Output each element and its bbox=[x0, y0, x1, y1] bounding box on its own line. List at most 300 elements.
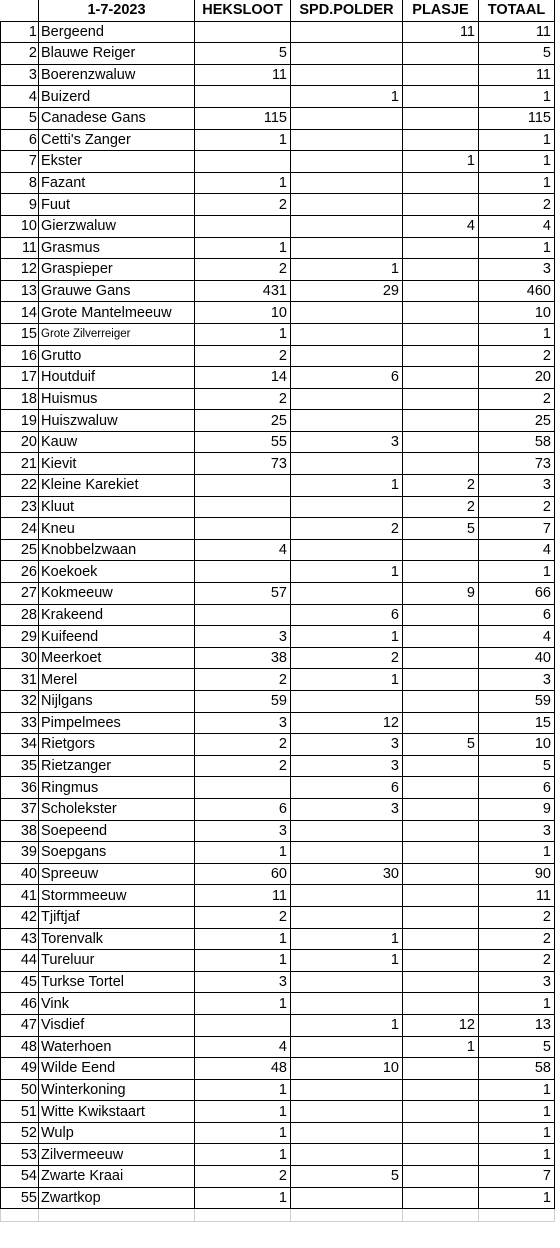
plasje-count-cell bbox=[403, 971, 479, 993]
totaal-count-cell: 6 bbox=[479, 604, 555, 626]
row-number-cell: 4 bbox=[1, 86, 39, 108]
row-number-cell: 6 bbox=[1, 129, 39, 151]
table-row bbox=[1, 1144, 555, 1166]
hekssloot-count-cell: 1 bbox=[195, 993, 291, 1015]
row-number-cell: 2 bbox=[1, 43, 39, 65]
species-name-cell: Wulp bbox=[39, 1122, 195, 1144]
table-row bbox=[1, 1079, 555, 1101]
totaal-count-cell: 115 bbox=[479, 107, 555, 129]
totaal-count-cell: 2 bbox=[479, 496, 555, 518]
spd-polder-count-cell bbox=[291, 64, 403, 86]
row-number-cell: 50 bbox=[1, 1079, 39, 1101]
row-number-cell: 1 bbox=[1, 21, 39, 43]
hekssloot-count-cell: 10 bbox=[195, 302, 291, 324]
totaal-count-cell: 59 bbox=[479, 691, 555, 713]
plasje-count-cell bbox=[403, 1079, 479, 1101]
row-number-cell: 25 bbox=[1, 539, 39, 561]
row-number-cell: 7 bbox=[1, 151, 39, 173]
totaal-count-cell: 1 bbox=[479, 842, 555, 864]
table-row bbox=[1, 237, 555, 259]
plasje-count-cell bbox=[403, 194, 479, 216]
row-number-cell: 21 bbox=[1, 453, 39, 475]
totaal-count-cell: 2 bbox=[479, 345, 555, 367]
empty-row bbox=[1, 1209, 555, 1222]
hekssloot-count-cell bbox=[195, 496, 291, 518]
hekssloot-count-cell: 2 bbox=[195, 734, 291, 756]
hekssloot-count-cell: 1 bbox=[195, 928, 291, 950]
species-name-cell: Stormmeeuw bbox=[39, 885, 195, 907]
spd-polder-count-cell: 1 bbox=[291, 561, 403, 583]
hekssloot-count-cell: 115 bbox=[195, 107, 291, 129]
hekssloot-count-cell: 2 bbox=[195, 388, 291, 410]
hekssloot-count-cell bbox=[195, 518, 291, 540]
species-name-cell: Blauwe Reiger bbox=[39, 43, 195, 65]
totaal-count-cell: 58 bbox=[479, 431, 555, 453]
row-number-cell: 42 bbox=[1, 906, 39, 928]
totaal-count-cell: 1 bbox=[479, 237, 555, 259]
row-number-cell: 48 bbox=[1, 1036, 39, 1058]
spd-polder-count-cell bbox=[291, 129, 403, 151]
hekssloot-count-cell: 1 bbox=[195, 950, 291, 972]
plasje-count-cell bbox=[403, 172, 479, 194]
table-row bbox=[1, 993, 555, 1015]
table-row bbox=[1, 1058, 555, 1080]
hekssloot-count-cell: 14 bbox=[195, 367, 291, 389]
spd-polder-count-cell bbox=[291, 691, 403, 713]
species-name-cell: Pimpelmees bbox=[39, 712, 195, 734]
row-number-cell: 36 bbox=[1, 777, 39, 799]
row-number-cell: 29 bbox=[1, 626, 39, 648]
table-row bbox=[1, 107, 555, 129]
row-number-cell: 46 bbox=[1, 993, 39, 1015]
table-row bbox=[1, 1122, 555, 1144]
table-row bbox=[1, 64, 555, 86]
spd-polder-count-cell bbox=[291, 453, 403, 475]
species-name-cell: Vink bbox=[39, 993, 195, 1015]
species-name-cell: Rietgors bbox=[39, 734, 195, 756]
hekssloot-count-cell bbox=[195, 21, 291, 43]
plasje-count-cell bbox=[403, 777, 479, 799]
table-row bbox=[1, 971, 555, 993]
empty-cell bbox=[403, 1209, 479, 1222]
index-header-cell bbox=[1, 0, 39, 21]
plasje-count-cell bbox=[403, 107, 479, 129]
spd-polder-count-cell bbox=[291, 194, 403, 216]
hekssloot-count-cell: 1 bbox=[195, 1079, 291, 1101]
row-number-cell: 28 bbox=[1, 604, 39, 626]
species-name-cell: Grasmus bbox=[39, 237, 195, 259]
totaal-count-cell: 3 bbox=[479, 669, 555, 691]
species-name-cell: Torenvalk bbox=[39, 928, 195, 950]
totaal-count-cell: 3 bbox=[479, 259, 555, 281]
hekssloot-count-cell: 1 bbox=[195, 1122, 291, 1144]
table-row bbox=[1, 1036, 555, 1058]
species-name-cell: Rietzanger bbox=[39, 755, 195, 777]
plasje-count-cell: 5 bbox=[403, 518, 479, 540]
totaal-count-cell: 15 bbox=[479, 712, 555, 734]
hekssloot-count-cell: 1 bbox=[195, 1101, 291, 1123]
totaal-count-cell: 2 bbox=[479, 194, 555, 216]
totaal-count-cell: 1 bbox=[479, 172, 555, 194]
species-name-cell: Grote Zilverreiger bbox=[39, 323, 195, 345]
species-name-cell: Nijlgans bbox=[39, 691, 195, 713]
plasje-count-cell bbox=[403, 647, 479, 669]
spd-polder-count-cell bbox=[291, 993, 403, 1015]
row-number-cell: 45 bbox=[1, 971, 39, 993]
hekssloot-count-cell: 11 bbox=[195, 885, 291, 907]
table-row bbox=[1, 863, 555, 885]
totaal-count-cell: 9 bbox=[479, 798, 555, 820]
spd-polder-count-cell bbox=[291, 971, 403, 993]
hekssloot-count-cell: 2 bbox=[195, 755, 291, 777]
row-number-cell: 26 bbox=[1, 561, 39, 583]
table-row bbox=[1, 475, 555, 497]
row-number-cell: 5 bbox=[1, 107, 39, 129]
table-row bbox=[1, 647, 555, 669]
table-row bbox=[1, 1014, 555, 1036]
table-row bbox=[1, 885, 555, 907]
row-number-cell: 27 bbox=[1, 583, 39, 605]
plasje-count-cell bbox=[403, 129, 479, 151]
hekssloot-count-cell bbox=[195, 604, 291, 626]
plasje-count-cell: 1 bbox=[403, 151, 479, 173]
plasje-count-cell bbox=[403, 604, 479, 626]
table-row bbox=[1, 259, 555, 281]
plasje-count-cell bbox=[403, 1187, 479, 1209]
species-name-cell: Kauw bbox=[39, 431, 195, 453]
totaal-count-cell: 1 bbox=[479, 1101, 555, 1123]
totaal-header: TOTAAL bbox=[479, 0, 555, 21]
plasje-count-cell bbox=[403, 237, 479, 259]
plasje-count-cell bbox=[403, 1144, 479, 1166]
hekssloot-count-cell: 3 bbox=[195, 712, 291, 734]
spd-polder-count-cell: 1 bbox=[291, 669, 403, 691]
spd-polder-count-cell bbox=[291, 1036, 403, 1058]
spd-polder-count-cell bbox=[291, 539, 403, 561]
row-number-cell: 15 bbox=[1, 323, 39, 345]
plasje-count-cell bbox=[403, 388, 479, 410]
totaal-count-cell: 58 bbox=[479, 1058, 555, 1080]
totaal-count-cell: 2 bbox=[479, 950, 555, 972]
row-number-cell: 47 bbox=[1, 1014, 39, 1036]
row-number-cell: 32 bbox=[1, 691, 39, 713]
totaal-count-cell: 66 bbox=[479, 583, 555, 605]
totaal-count-cell: 90 bbox=[479, 863, 555, 885]
spd-polder-count-cell bbox=[291, 172, 403, 194]
species-name-cell: Visdief bbox=[39, 1014, 195, 1036]
row-number-cell: 35 bbox=[1, 755, 39, 777]
plasje-count-cell: 4 bbox=[403, 215, 479, 237]
table-row bbox=[1, 496, 555, 518]
spd-polder-count-cell: 1 bbox=[291, 950, 403, 972]
spd-polder-count-cell: 1 bbox=[291, 1014, 403, 1036]
table-row bbox=[1, 453, 555, 475]
plasje-count-cell bbox=[403, 842, 479, 864]
spd-polder-count-cell: 3 bbox=[291, 798, 403, 820]
hekssloot-count-cell: 1 bbox=[195, 323, 291, 345]
row-number-cell: 39 bbox=[1, 842, 39, 864]
totaal-count-cell: 7 bbox=[479, 518, 555, 540]
totaal-count-cell: 1 bbox=[479, 1079, 555, 1101]
hekssloot-count-cell: 2 bbox=[195, 345, 291, 367]
spd-polder-count-cell bbox=[291, 43, 403, 65]
species-name-cell: Zilvermeeuw bbox=[39, 1144, 195, 1166]
row-number-cell: 31 bbox=[1, 669, 39, 691]
table-row bbox=[1, 431, 555, 453]
species-name-cell: Knobbelzwaan bbox=[39, 539, 195, 561]
species-name-cell: Soepeend bbox=[39, 820, 195, 842]
spd-polder-count-cell bbox=[291, 842, 403, 864]
table-row bbox=[1, 86, 555, 108]
totaal-count-cell: 40 bbox=[479, 647, 555, 669]
totaal-count-cell: 25 bbox=[479, 410, 555, 432]
hekssloot-count-cell bbox=[195, 777, 291, 799]
totaal-count-cell: 13 bbox=[479, 1014, 555, 1036]
spd-polder-count-cell: 3 bbox=[291, 755, 403, 777]
hekssloot-count-cell: 431 bbox=[195, 280, 291, 302]
row-number-cell: 11 bbox=[1, 237, 39, 259]
hekssloot-count-cell: 4 bbox=[195, 1036, 291, 1058]
species-name-cell: Bergeend bbox=[39, 21, 195, 43]
species-name-cell: Cetti's Zanger bbox=[39, 129, 195, 151]
hekssloot-count-cell: 2 bbox=[195, 194, 291, 216]
hekssloot-count-cell: 38 bbox=[195, 647, 291, 669]
row-number-cell: 24 bbox=[1, 518, 39, 540]
table-row bbox=[1, 172, 555, 194]
hekssloot-count-cell bbox=[195, 475, 291, 497]
plasje-count-cell bbox=[403, 755, 479, 777]
row-number-cell: 44 bbox=[1, 950, 39, 972]
totaal-count-cell: 11 bbox=[479, 21, 555, 43]
hekssloot-count-cell: 1 bbox=[195, 842, 291, 864]
plasje-count-cell bbox=[403, 453, 479, 475]
table-row bbox=[1, 734, 555, 756]
species-name-cell: Spreeuw bbox=[39, 863, 195, 885]
species-name-cell: Gierzwaluw bbox=[39, 215, 195, 237]
plasje-count-cell bbox=[403, 993, 479, 1015]
hekssloot-count-cell: 25 bbox=[195, 410, 291, 432]
species-name-cell: Fuut bbox=[39, 194, 195, 216]
row-number-cell: 14 bbox=[1, 302, 39, 324]
plasje-count-cell bbox=[403, 906, 479, 928]
species-name-cell: Houtduif bbox=[39, 367, 195, 389]
totaal-count-cell: 20 bbox=[479, 367, 555, 389]
plasje-count-cell bbox=[403, 1122, 479, 1144]
totaal-count-cell: 460 bbox=[479, 280, 555, 302]
hekssloot-count-cell: 2 bbox=[195, 669, 291, 691]
table-row bbox=[1, 712, 555, 734]
plasje-count-cell bbox=[403, 863, 479, 885]
row-number-cell: 37 bbox=[1, 798, 39, 820]
spd-polder-count-cell bbox=[291, 151, 403, 173]
spd-polder-count-cell: 2 bbox=[291, 647, 403, 669]
row-number-cell: 41 bbox=[1, 885, 39, 907]
species-name-cell: Waterhoen bbox=[39, 1036, 195, 1058]
table-row bbox=[1, 194, 555, 216]
species-name-cell: Grauwe Gans bbox=[39, 280, 195, 302]
hekssloot-count-cell: 2 bbox=[195, 1166, 291, 1188]
species-name-cell: Kleine Karekiet bbox=[39, 475, 195, 497]
totaal-count-cell: 2 bbox=[479, 388, 555, 410]
spd-polder-count-cell: 10 bbox=[291, 1058, 403, 1080]
hekssloot-count-cell: 2 bbox=[195, 259, 291, 281]
plasje-count-cell bbox=[403, 798, 479, 820]
row-number-cell: 9 bbox=[1, 194, 39, 216]
table-row bbox=[1, 1101, 555, 1123]
plasje-count-cell bbox=[403, 669, 479, 691]
row-number-cell: 52 bbox=[1, 1122, 39, 1144]
hekssloot-count-cell: 1 bbox=[195, 172, 291, 194]
table-row bbox=[1, 755, 555, 777]
totaal-count-cell: 73 bbox=[479, 453, 555, 475]
hekssloot-count-cell bbox=[195, 561, 291, 583]
row-number-cell: 10 bbox=[1, 215, 39, 237]
hekssloot-count-cell bbox=[195, 215, 291, 237]
plasje-count-cell bbox=[403, 1166, 479, 1188]
totaal-count-cell: 2 bbox=[479, 906, 555, 928]
table-row bbox=[1, 151, 555, 173]
hekssloot-count-cell: 11 bbox=[195, 64, 291, 86]
row-number-cell: 54 bbox=[1, 1166, 39, 1188]
table-row bbox=[1, 906, 555, 928]
row-number-cell: 51 bbox=[1, 1101, 39, 1123]
empty-cell bbox=[195, 1209, 291, 1222]
totaal-count-cell: 10 bbox=[479, 734, 555, 756]
hekssloot-count-cell: 3 bbox=[195, 971, 291, 993]
row-number-cell: 43 bbox=[1, 928, 39, 950]
spd-polder-count-cell: 6 bbox=[291, 777, 403, 799]
spd-polder-count-cell bbox=[291, 237, 403, 259]
spd-polder-count-cell bbox=[291, 496, 403, 518]
species-name-cell: Ekster bbox=[39, 151, 195, 173]
plasje-count-cell bbox=[403, 64, 479, 86]
spd-polder-count-cell bbox=[291, 885, 403, 907]
table-row bbox=[1, 280, 555, 302]
row-number-cell: 13 bbox=[1, 280, 39, 302]
totaal-count-cell: 1 bbox=[479, 561, 555, 583]
table-row bbox=[1, 410, 555, 432]
table-row bbox=[1, 669, 555, 691]
table-row bbox=[1, 842, 555, 864]
plasje-count-cell: 9 bbox=[403, 583, 479, 605]
totaal-count-cell: 1 bbox=[479, 151, 555, 173]
table-row bbox=[1, 345, 555, 367]
table-row bbox=[1, 1166, 555, 1188]
spd-polder-count-cell bbox=[291, 302, 403, 324]
totaal-count-cell: 2 bbox=[479, 928, 555, 950]
hekssloot-count-cell: 57 bbox=[195, 583, 291, 605]
species-name-cell: Fazant bbox=[39, 172, 195, 194]
spd-polder-count-cell bbox=[291, 323, 403, 345]
table-row bbox=[1, 367, 555, 389]
totaal-count-cell: 1 bbox=[479, 323, 555, 345]
plasje-header: PLASJE bbox=[403, 0, 479, 21]
spd-polder-count-cell bbox=[291, 583, 403, 605]
species-name-cell: Merel bbox=[39, 669, 195, 691]
species-name-cell: Winterkoning bbox=[39, 1079, 195, 1101]
empty-cell bbox=[291, 1209, 403, 1222]
row-number-cell: 12 bbox=[1, 259, 39, 281]
species-name-cell: Turkse Tortel bbox=[39, 971, 195, 993]
spd-polder-count-cell bbox=[291, 1187, 403, 1209]
hekssloot-count-cell: 73 bbox=[195, 453, 291, 475]
hekssloot-count-cell: 48 bbox=[195, 1058, 291, 1080]
plasje-count-cell: 12 bbox=[403, 1014, 479, 1036]
row-number-cell: 3 bbox=[1, 64, 39, 86]
plasje-count-cell bbox=[403, 820, 479, 842]
row-number-cell: 19 bbox=[1, 410, 39, 432]
table-row bbox=[1, 798, 555, 820]
totaal-count-cell: 11 bbox=[479, 885, 555, 907]
row-number-cell: 22 bbox=[1, 475, 39, 497]
species-name-cell: Kuifeend bbox=[39, 626, 195, 648]
species-name-cell: Tureluur bbox=[39, 950, 195, 972]
table-row bbox=[1, 388, 555, 410]
row-number-cell: 30 bbox=[1, 647, 39, 669]
row-number-cell: 49 bbox=[1, 1058, 39, 1080]
spd-polder-count-cell bbox=[291, 1122, 403, 1144]
plasje-count-cell: 2 bbox=[403, 496, 479, 518]
spd-polder-header: SPD.POLDER bbox=[291, 0, 403, 21]
spd-polder-count-cell bbox=[291, 1079, 403, 1101]
plasje-count-cell bbox=[403, 431, 479, 453]
row-number-cell: 33 bbox=[1, 712, 39, 734]
totaal-count-cell: 10 bbox=[479, 302, 555, 324]
species-name-cell: Kievit bbox=[39, 453, 195, 475]
hekssloot-count-cell: 4 bbox=[195, 539, 291, 561]
hekssloot-count-cell: 1 bbox=[195, 129, 291, 151]
species-name-cell: Ringmus bbox=[39, 777, 195, 799]
totaal-count-cell: 1 bbox=[479, 86, 555, 108]
spd-polder-count-cell: 1 bbox=[291, 86, 403, 108]
totaal-count-cell: 5 bbox=[479, 1036, 555, 1058]
table-row bbox=[1, 518, 555, 540]
row-number-cell: 18 bbox=[1, 388, 39, 410]
species-name-cell: Canadese Gans bbox=[39, 107, 195, 129]
hekssloot-count-cell: 59 bbox=[195, 691, 291, 713]
spd-polder-count-cell: 2 bbox=[291, 518, 403, 540]
species-name-cell: Huiszwaluw bbox=[39, 410, 195, 432]
plasje-count-cell bbox=[403, 345, 479, 367]
plasje-count-cell bbox=[403, 1101, 479, 1123]
plasje-count-cell bbox=[403, 410, 479, 432]
empty-cell bbox=[479, 1209, 555, 1222]
totaal-count-cell: 3 bbox=[479, 475, 555, 497]
header-row bbox=[1, 0, 555, 21]
row-number-cell: 38 bbox=[1, 820, 39, 842]
spd-polder-count-cell: 6 bbox=[291, 604, 403, 626]
row-number-cell: 53 bbox=[1, 1144, 39, 1166]
table-row bbox=[1, 1187, 555, 1209]
plasje-count-cell bbox=[403, 539, 479, 561]
table-row bbox=[1, 928, 555, 950]
species-name-cell: Soepgans bbox=[39, 842, 195, 864]
row-number-cell: 55 bbox=[1, 1187, 39, 1209]
totaal-count-cell: 4 bbox=[479, 539, 555, 561]
plasje-count-cell bbox=[403, 712, 479, 734]
spd-polder-count-cell bbox=[291, 215, 403, 237]
row-number-cell: 23 bbox=[1, 496, 39, 518]
hekssloot-count-cell: 1 bbox=[195, 1144, 291, 1166]
species-name-cell: Meerkoet bbox=[39, 647, 195, 669]
hekssloot-count-cell: 1 bbox=[195, 237, 291, 259]
row-number-cell: 16 bbox=[1, 345, 39, 367]
plasje-count-cell bbox=[403, 86, 479, 108]
hekssloot-count-cell bbox=[195, 86, 291, 108]
hekssloot-count-cell: 6 bbox=[195, 798, 291, 820]
species-name-cell: Witte Kwikstaart bbox=[39, 1101, 195, 1123]
species-name-cell: Boerenzwaluw bbox=[39, 64, 195, 86]
